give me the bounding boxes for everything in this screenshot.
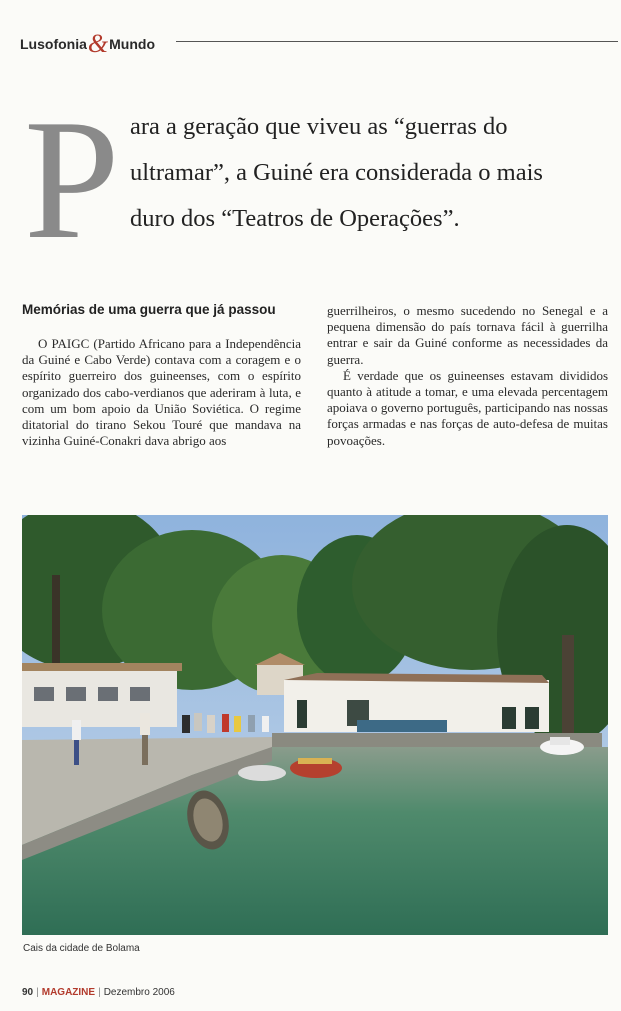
- issue-date: Dezembro 2006: [103, 987, 175, 998]
- brand-lusofonia: Lusofonia: [20, 36, 87, 52]
- magazine-name: MAGAZINE: [41, 987, 96, 998]
- page-footer: [22, 987, 175, 998]
- drop-cap: P: [24, 85, 120, 275]
- article-subheading: Memórias de uma guerra que já passou: [22, 302, 276, 317]
- photo-illustration: [22, 515, 608, 935]
- col2-paragraph-1: guerrilheiros, o mesmo sucedendo no Senegal e a pequena dimensão do país tornava fácil à guerrilha entrar e sair da Guiné conforme as necessidades da guerra.: [327, 303, 608, 367]
- footer-separator-2: |: [98, 987, 101, 998]
- page-header: [20, 20, 618, 56]
- col2-paragraph-2: É verdade que os guineenses estavam divididos quanto à atitude a tomar, e uma elevada percentagem apoiava o governo português, participando nas nossas forças armadas e nas forças de auto-defesa de muitas povoações.: [327, 367, 608, 448]
- lead-line-1: ara a geração que viveu as “guerras do: [130, 113, 508, 140]
- page-number: 90: [22, 987, 34, 998]
- bolama-pier-photo: [22, 515, 608, 935]
- col1-paragraph: O PAIGC (Partido Africano para a Independência da Guiné e Cabo Verde) contava com a coragem e o espírito guerreiro dos guineenses, com o espírito organizado dos cabo-verdianos que aderiram à luta, e com um bom apoio da União Soviética. O regime ditatorial do tirano Sekou Touré que mandava na vizinha Guiné-Conakri dava abrigo aos: [22, 336, 301, 449]
- section-brand: [20, 26, 155, 56]
- footer-separator: |: [36, 987, 39, 998]
- photo-caption: Cais da cidade de Bolama: [23, 943, 140, 954]
- header-rule: [176, 41, 618, 42]
- lead-line-2: ultramar”, a Guiné era considerada o mais: [130, 159, 543, 186]
- lead-paragraph: [130, 104, 605, 242]
- brand-mundo: Mundo: [109, 36, 155, 52]
- article-column-2: [327, 303, 608, 449]
- lead-line-3: duro dos “Teatros de Operações”.: [130, 205, 460, 232]
- article-column-1: [22, 336, 301, 449]
- brand-ampersand: &: [87, 29, 109, 58]
